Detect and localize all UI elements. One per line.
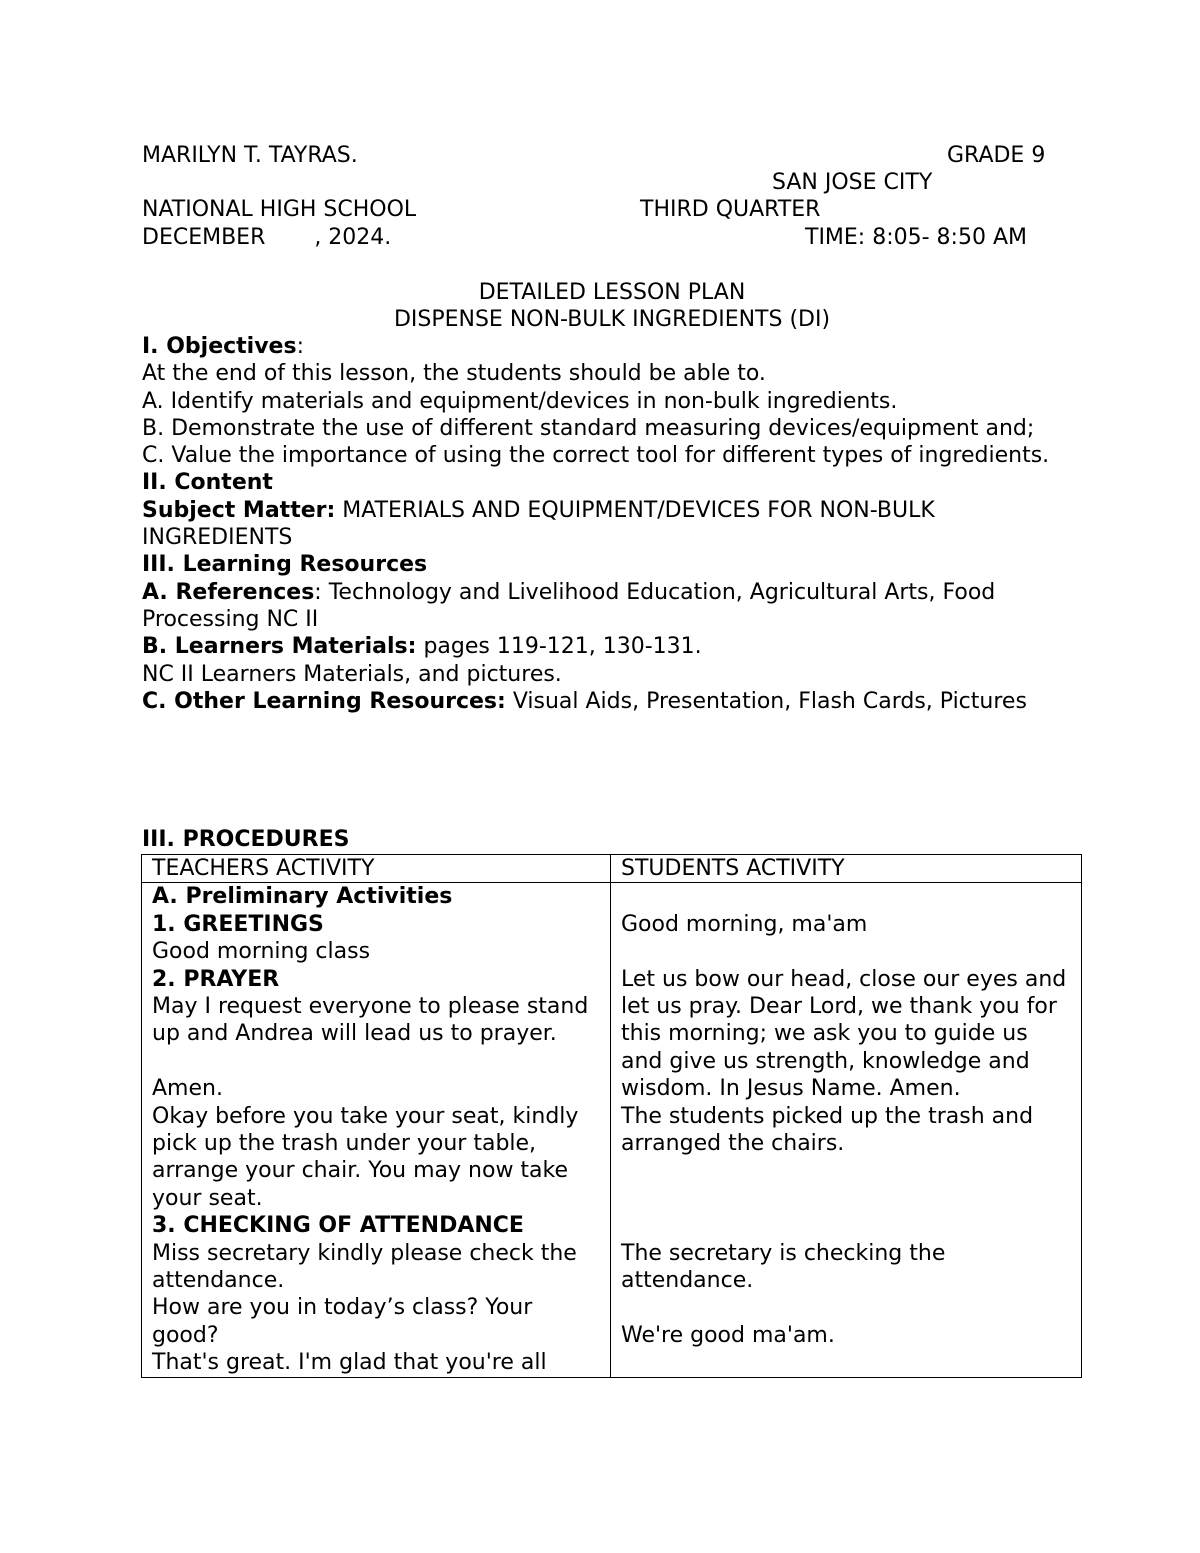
prayer-text: May I request everyone to please stand up and Andrea will lead us to prayer. bbox=[152, 994, 589, 1047]
attendance-heading: 3. CHECKING OF ATTENDANCE bbox=[152, 1213, 524, 1239]
procedures-table bbox=[141, 854, 1082, 1378]
document-title: DETAILED LESSON PLAN bbox=[478, 280, 746, 305]
preliminary-heading: A. Preliminary Activities bbox=[152, 884, 453, 910]
prayer-reply: Let us bow our head, close our eyes and let us pray. Dear Lord, we thank you for this morning; we ask you to guide us and give us strength, knowledge and wisdom. In Jesus Name. Amen. bbox=[621, 966, 1067, 1102]
table-header-row bbox=[142, 855, 1082, 883]
learners-materials-extra: NC II Learners Materials, and pictures. bbox=[142, 661, 562, 687]
table-row bbox=[142, 883, 1082, 1377]
grade-level: GRADE 9 bbox=[947, 143, 1046, 168]
trash-reply: The students picked up the trash and arranged the chairs. bbox=[621, 1103, 1034, 1157]
lesson-date: DECEMBER , 2024. bbox=[142, 225, 392, 250]
blank-line bbox=[621, 938, 1071, 965]
teacher-activity-cell bbox=[142, 883, 611, 1377]
references: A. References: Technology and Livelihood Education, Agricultural Arts, Food Processing NC II bbox=[142, 579, 996, 632]
good-reply: We're good ma'am. bbox=[621, 1322, 835, 1348]
blank-line bbox=[621, 1212, 1071, 1239]
other-resources: C. Other Learning Resources: Visual Aids, Presentation, Flash Cards, Pictures bbox=[142, 688, 1027, 714]
how-text: How are you in today’s class? Your good? bbox=[152, 1295, 533, 1348]
secretary-reply: The secretary is checking the attendance. bbox=[621, 1240, 946, 1294]
blank-line bbox=[621, 1185, 1071, 1212]
city-name: SAN JOSE CITY bbox=[772, 170, 933, 195]
amen-text: Amen. bbox=[152, 1076, 223, 1102]
quarter-label: THIRD QUARTER bbox=[640, 197, 821, 222]
document-subtitle: DISPENSE NON-BULK INGREDIENTS (DI) bbox=[393, 307, 831, 332]
attendance-text: Miss secretary kindly please check the attendance. bbox=[152, 1240, 577, 1294]
objective-b: B. Demonstrate the use of different standard measuring devices/equipment and; bbox=[142, 415, 1035, 441]
greetings-heading: 1. GREETINGS bbox=[152, 911, 324, 937]
blank-line bbox=[621, 883, 1071, 910]
resources-heading: III. Learning Resources bbox=[142, 552, 428, 578]
content-heading: II. Content bbox=[142, 470, 273, 496]
school-name: NATIONAL HIGH SCHOOL bbox=[142, 197, 417, 222]
student-column-header: STUDENTS ACTIVITY bbox=[611, 855, 1082, 883]
teacher-column-header: TEACHERS ACTIVITY bbox=[142, 855, 611, 883]
procedures-heading: III. PROCEDURES bbox=[142, 827, 350, 852]
blank-line bbox=[621, 1157, 1071, 1184]
lesson-body bbox=[142, 333, 1082, 715]
greet-text: Good morning class bbox=[152, 939, 371, 965]
blank-line bbox=[621, 1294, 1071, 1321]
learners-materials: B. Learners Materials: pages 119-121, 130-131. bbox=[142, 634, 702, 660]
objectives-intro: At the end of this lesson, the students should be able to. bbox=[142, 361, 766, 387]
objective-c: C. Value the importance of using the correct tool for different types of ingredients. bbox=[142, 443, 1050, 469]
subject-matter: Subject Matter: MATERIALS AND EQUIPMENT/DEVICES FOR NON-BULK INGREDIENTS bbox=[142, 497, 935, 551]
greet-reply: Good morning, ma'am bbox=[621, 911, 868, 937]
lesson-time: TIME: 8:05- 8:50 AM bbox=[805, 225, 1027, 250]
author-name: MARILYN T. TAYRAS. bbox=[142, 143, 358, 168]
prayer-heading: 2. PRAYER bbox=[152, 966, 280, 992]
objectives-heading: I. Objectives: bbox=[142, 334, 304, 359]
seat-text: Okay before you take your seat, kindly pick up the trash under your table, arrange your chair. You may now take your seat. bbox=[152, 1103, 579, 1211]
blank-line bbox=[152, 1048, 600, 1075]
great-text: That's great. I'm glad that you're all bbox=[152, 1350, 547, 1376]
objective-a: A. Identify materials and equipment/devices in non-bulk ingredients. bbox=[142, 388, 898, 414]
student-activity-cell bbox=[611, 883, 1082, 1377]
